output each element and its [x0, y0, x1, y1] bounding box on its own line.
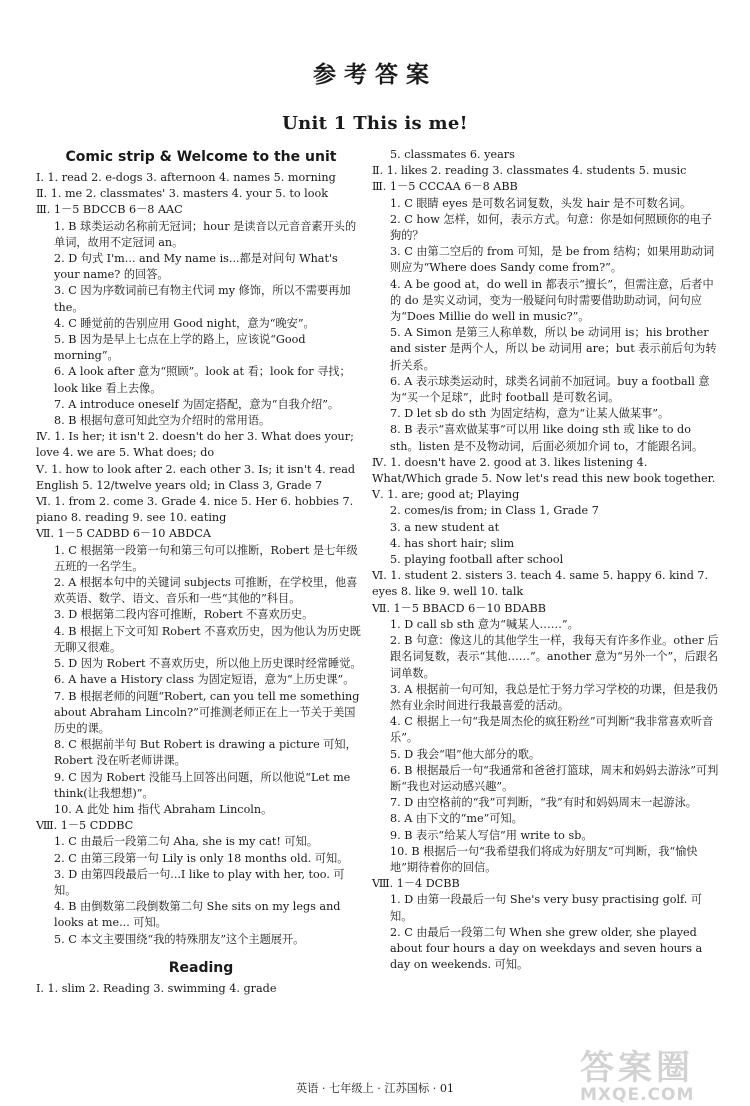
- answer-line: 3. D 根据第二段内容可推断，Robert 不喜欢历史。: [54, 608, 314, 622]
- answer-line: 1. C 眼睛 eyes 是可数名词复数，头发 hair 是不可数名词。: [390, 196, 692, 210]
- left-column: [36, 147, 366, 997]
- answer-line: 1. B 球类运动名称前无冠词；hour 是读音以元音音素开头的单词，故用不定冠词 an。: [54, 219, 357, 249]
- answer-line: 4. A be good at，do well in 都表示“擅长”，但需注意，后者中的 do 是实义动词，变为一般疑问句时需要借助助动词，问句应为“Does Millie do well in music?”。: [390, 277, 714, 324]
- answer-line: Ⅴ. 1. how to look after 2. each other 3. Is; it isn't 4. read English 5. 12/twelve years old; in Class 3, Grade 7: [36, 462, 356, 492]
- answer-line: 5. D 因为 Robert 不喜欢历史，所以他上历史课时经常睡觉。: [54, 657, 362, 671]
- answer-line: 3. A 根据前一句可知，我总是忙于努力学习学校的功课，但是我仍然有业余时间进行我最喜爱的活动。: [390, 682, 718, 712]
- answer-line: 10. A 此处 him 指代 Abraham Lincoln。: [54, 802, 273, 816]
- answer-line: 8. C 根据前半句 But Robert is drawing a picture 可知，Robert 没在听老师讲课。: [54, 738, 357, 768]
- answer-line: 2. C 由最后一段第二句 When she grew older, she played about four hours a day on weekdays and seven hours a day on weekends. 可知。: [390, 925, 703, 972]
- answer-line: Ⅱ. 1. me 2. classmates' 3. masters 4. your 5. to look: [36, 187, 328, 201]
- comic-answer-list: [36, 170, 366, 948]
- answer-line: 6. A have a History class 为固定短语，意为“上历史课”。: [54, 673, 355, 687]
- answer-line: 7. D let sb do sth 为固定结构，意为“让某人做某事”。: [390, 407, 670, 421]
- answer-line: 6. A look after 意为“照顾”。look at 看；look for 寻找；look like 看上去像。: [54, 365, 351, 395]
- answer-line: Ⅶ. 1－5 CADBD 6－10 ABDCA: [36, 527, 211, 541]
- answer-line: 2. A 根据本句中的关键词 subjects 可推断，在学校里，他喜欢英语、数学、语文、音乐和一些“其他的”科目。: [54, 576, 358, 606]
- page-title: 参考答案: [313, 62, 437, 88]
- answer-line: 9. B 表示“给某人写信”用 write to sb。: [390, 828, 593, 842]
- answer-line: Ⅷ. 1－5 CDDBC: [36, 819, 134, 833]
- answer-line: Ⅰ. 1. slim 2. Reading 3. swimming 4. grade: [36, 981, 277, 995]
- answer-line: Ⅳ. 1. doesn't have 2. good at 3. likes listening 4. What/Which grade 5. Now let's read this new book together.: [372, 455, 716, 486]
- answer-line: 4. B 由倒数第二段倒数第二句 She sits on my legs and looks at me... 可知。: [54, 900, 341, 930]
- answer-line: 1. D call sb sth 意为“喊某人……”。: [390, 617, 579, 631]
- answer-line: 4. B 根据上下文可知 Robert 不喜欢历史，因为他认为历史既无聊又很难。: [54, 624, 361, 654]
- answer-line: 2. C how 怎样，如何，表示方式。句意：你是如何照顾你的电子狗的？: [390, 212, 712, 243]
- answer-line: 8. B 根据句意可知此空为介绍时的常用语。: [54, 414, 271, 428]
- comic-section-heading: Comic strip & Welcome to the unit: [65, 149, 337, 165]
- answer-line: Ⅷ. 1－4 DCBB: [372, 877, 460, 891]
- answer-line: Ⅳ. 1. Is her; it isn't 2. doesn't do her 3. What does your; love 4. we are 5. What does; do: [36, 430, 354, 460]
- answer-line: 4. C 睡觉前的告别应用 Good night，意为“晚安”。: [54, 316, 315, 330]
- answer-line: 1. D 由第一段最后一句 She's very busy practising golf. 可知。: [390, 893, 703, 923]
- answer-line: 5. A Simon 是第三人称单数，所以 be 动词用 is；his brother and sister 是两个人，所以 be 动词用 are；but 表示前后句为转折关系。: [390, 326, 717, 372]
- answer-line: 5. B 因为是早上七点在上学的路上，应该说“Good morning”。: [54, 333, 306, 363]
- answer-line: Ⅲ. 1－5 BDCCB 6－8 AAC: [36, 203, 183, 217]
- answer-line: 2. comes/is from; in Class 1, Grade 7: [390, 504, 599, 518]
- answer-line: Ⅵ. 1. from 2. come 3. Grade 4. nice 5. Her 6. hobbies 7. piano 8. reading 9. see 10. eating: [36, 495, 354, 525]
- answer-line: Ⅲ. 1－5 CCCAA 6－8 ABB: [372, 180, 518, 194]
- unit-title: Unit 1 This is me!: [282, 113, 468, 134]
- answer-line: 3. C 因为序数词前已有物主代词 my 修饰，所以不需要再加 the。: [54, 284, 351, 314]
- answer-line: 1. C 根据第一段第一句和第三句可以推断，Robert 是七年级五班的一名学生。: [54, 543, 358, 573]
- answer-line: 1. C 由最后一段第二句 Aha, she is my cat! 可知。: [54, 835, 318, 849]
- right-column: [372, 147, 720, 973]
- answer-line: Ⅱ. 1. likes 2. reading 3. classmates 4. students 5. music: [372, 164, 687, 178]
- answer-line: 3. C 由第二空后的 from 可知，是 be from 结构；如果用助动词则应为“Where does Sandy come from?”。: [390, 245, 715, 275]
- answer-line: 6. A 表示球类运动时，球类名词前不加冠词。buy a football 意为“买一个足球”，此时 football 是可数名词。: [390, 374, 710, 405]
- answer-line: 8. B 表示“喜欢做某事”可以用 like doing sth 或 like to do sth。listen 是不及物动词，后面必须加介词 to，才能跟名词。: [390, 423, 704, 453]
- answer-line: 4. C 根据上一句“我是周杰伦的疯狂粉丝”可判断“我非常喜欢听音乐”。: [390, 715, 714, 745]
- answer-line: Ⅴ. 1. are; good at; Playing: [372, 488, 520, 502]
- answer-line: 2. C 由第三段第一句 Lily is only 18 months old. 可知。: [54, 851, 349, 865]
- reading-section-heading: Reading: [168, 959, 234, 976]
- answer-line: 2. D 句式 I'm... and My name is...都是对问句 What's your name? 的回答。: [54, 252, 338, 282]
- answer-line: 7. D 由空格前的“我”可判断，“我”有时和妈妈周末一起游泳。: [390, 796, 697, 810]
- answer-line: 6. B 根据最后一句“我通常和爸爸打篮球，周末和妈妈去游泳”可判断“我也对运动感兴趣”。: [390, 763, 719, 793]
- page-footer: 英语 · 七年级上 · 江苏国标 · 01: [295, 1082, 455, 1095]
- answer-line: 5. playing football after school: [390, 553, 564, 567]
- watermark-logo: [580, 1050, 750, 1106]
- answer-line: 2. B 句意：像这儿的其他学生一样，我每天有许多作业。other 后跟名词复数，表示“其他……”。another 意为“另外一个”，后跟名词单数。: [390, 634, 719, 680]
- answer-line: 4. has short hair; slim: [390, 536, 515, 550]
- watermark-url: MXQE.COM: [580, 1085, 695, 1105]
- answer-line: Ⅰ. 1. read 2. e-dogs 3. afternoon 4. names 5. morning: [36, 171, 336, 184]
- answer-line: 3. D 由第四段最后一句...I like to play with her, too. 可知。: [54, 867, 345, 897]
- answer-line: Ⅵ. 1. student 2. sisters 3. teach 4. same 5. happy 6. kind 7. eyes 8. like 9. well 10. talk: [372, 569, 709, 599]
- answer-line: 10. B 根据后一句“我希望我们将成为好朋友”可判断，我“愉快地”期待着你的回信。: [390, 844, 698, 874]
- answer-line: 7. A introduce oneself 为固定搭配，意为“自我介绍”。: [54, 397, 340, 411]
- answer-line: 5. D 我会“唱”他大部分的歌。: [390, 747, 541, 761]
- answer-line: 8. A 由下文的“me”可知。: [390, 812, 523, 826]
- watermark-text: 答案圈: [580, 1048, 694, 1088]
- right-answer-list: [372, 147, 720, 973]
- answer-line: 5. classmates 6. years: [390, 148, 515, 161]
- answer-line: 3. a new student at: [390, 520, 500, 534]
- answer-line: 5. C 本文主要围绕“我的特殊朋友”这个主题展开。: [54, 932, 305, 946]
- answer-line: 9. C 因为 Robert 没能马上回答出问题，所以他说“Let me think(让我想想)”。: [54, 770, 351, 800]
- answer-line: Ⅶ. 1－5 BBACD 6－10 BDABB: [372, 601, 546, 615]
- reading-answer-list: [36, 981, 366, 997]
- answer-line: 7. B 根据老师的问题“Robert, can you tell me something about Abraham Lincoln?”可推测老师正在上一节关于美国历史的课。: [54, 689, 360, 735]
